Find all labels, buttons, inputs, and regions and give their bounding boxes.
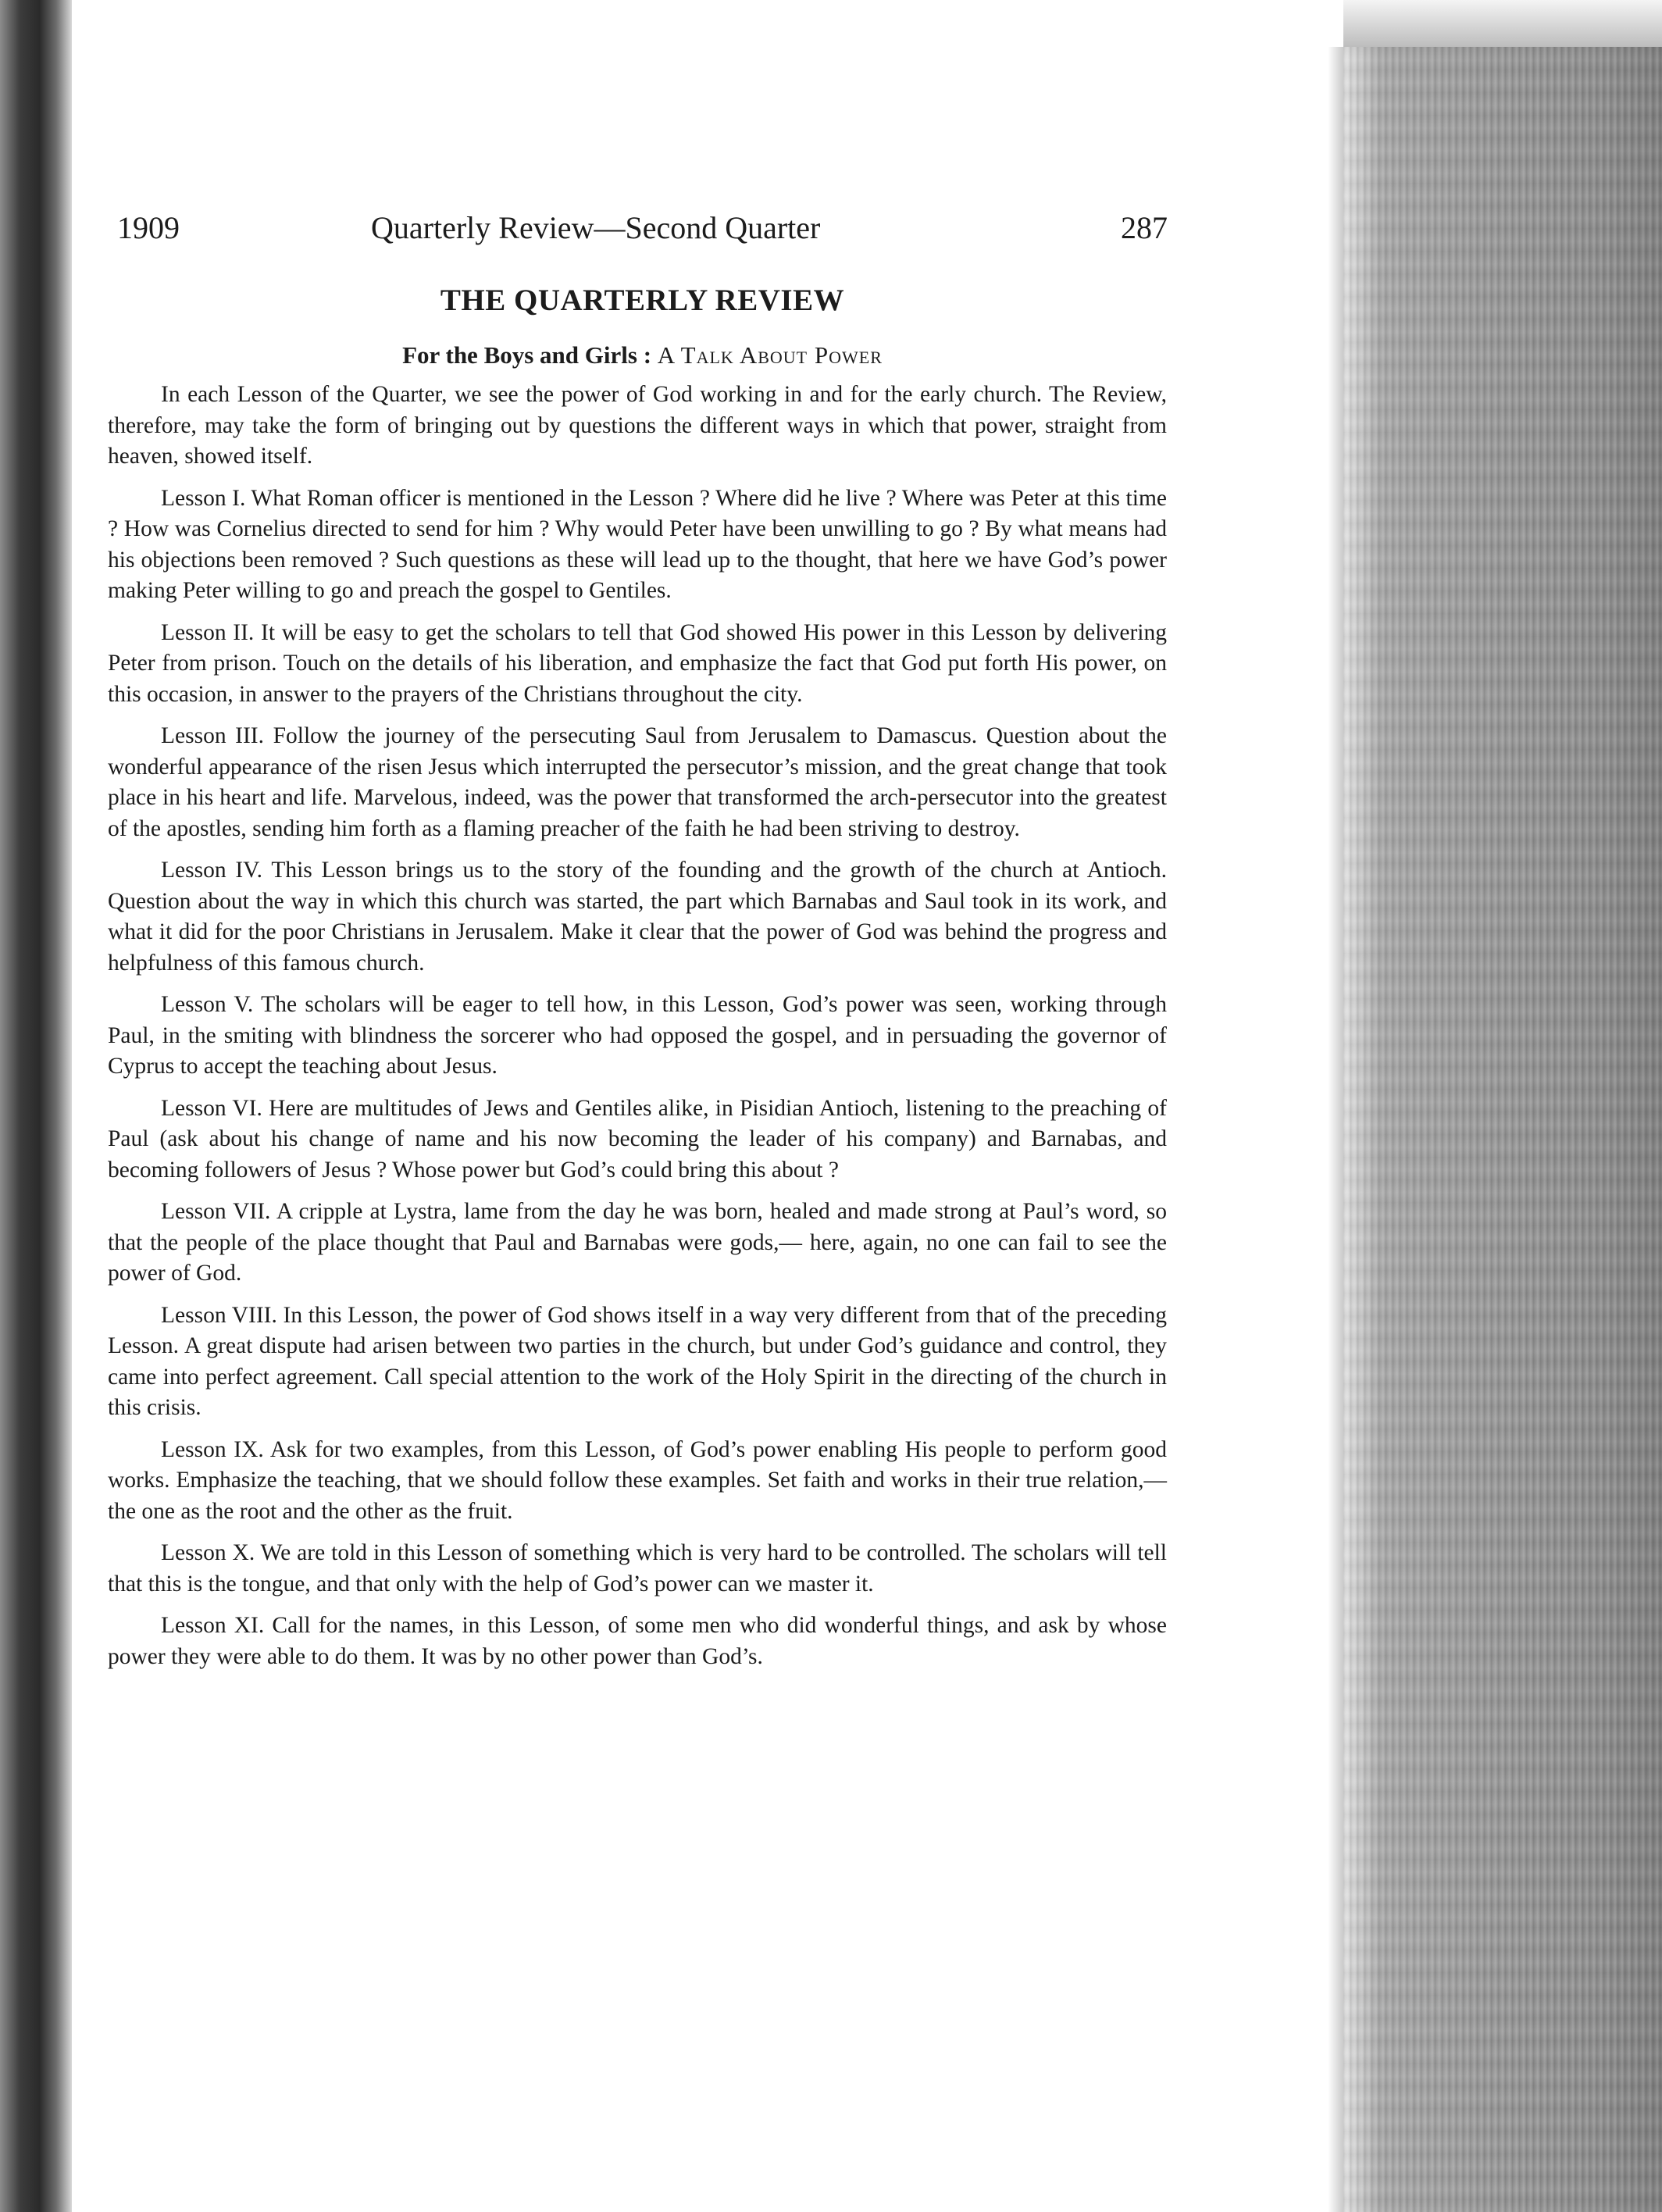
lesson-5-paragraph: Lesson V. The scholars will be eager to tell how, in this Lesson, God’s power was seen, working through Paul, in the smiting with blindness the sorcerer who had opposed the gospel, and in persuading the governor of Cyprus to accept the teaching about Jesus. [108, 992, 1167, 1079]
page-number: 287 [1121, 210, 1168, 245]
subtitle-topic: A Talk About Power [657, 341, 883, 369]
header-year: 1909 [117, 210, 180, 245]
lesson-8-paragraph: Lesson VIII. In this Lesson, the power of God shows itself in a way very different from that of the preceding Lesson. A great dispute had arisen between two parties in the church, but under God’s guidance and control, they came into perfect agreement. Call special attention to the work of the Holy Spirit in the directing of the church in this crisis. [108, 1302, 1167, 1420]
lesson-2-paragraph: Lesson II. It will be easy to get the scholars to tell that God showed His power in this Lesson by delivering Peter from prison. Touch on the details of his liberation, and emphasize the fact that God put forth His power, on this occasion, in answer to the prayers of the Christians throughout the city. [108, 619, 1167, 707]
lesson-4-paragraph: Lesson IV. This Lesson brings us to the story of the founding and the growth of the church at Antioch. Question about the way in which this church was started, the part which Barnabas and Saul took in its work, and what it did for the poor Christians in Jerusalem. Make it clear that the power of God was behind the progress and helpfulness of this famous church. [108, 858, 1167, 976]
article-body [108, 380, 1167, 1683]
article-subtitle [117, 341, 1168, 369]
header-title: Quarterly Review—Second Quarter [371, 210, 821, 245]
lesson-11-paragraph: Lesson XI. Call for the names, in this Lesson, of some men who did wonderful things, and ask by whose power they were able to do them. It was by no other power than God’s. [108, 1613, 1167, 1669]
lesson-7-paragraph: Lesson VII. A cripple at Lystra, lame from the day he was born, healed and made strong at Paul’s word, so that the people of the place thought that Paul and Barnabas were gods,— here, again, no one can fail to see the power of God. [108, 1199, 1167, 1286]
page-stack-edges [1343, 47, 1662, 2212]
lesson-1-paragraph: Lesson I. What Roman officer is mentioned in the Lesson ? Where did he live ? Where was Peter at this time ? How was Cornelius directed to send for him ? Why would Peter have been unwilling to go ? By what means had his objections been removed ? Such questions as these will lead up to the thought, that here we have God’s power making Peter willing to go and preach the gospel to Gentiles. [108, 485, 1167, 603]
article-title: THE QUARTERLY REVIEW [440, 284, 845, 317]
lesson-3-paragraph: Lesson III. Follow the journey of the persecuting Saul from Jerusalem to Damascus. Question about the wonderful appearance of the risen Jesus which interrupted the persecutor’s mission, and the great change that took place in his heart and life. Marvelous, indeed, was the power that transformed the arch-persecutor into the greatest of the apostles, sending him forth as a flaming preacher of the faith he had been striving to destroy. [108, 723, 1167, 841]
subtitle-lead: For the Boys and Girls : [402, 341, 652, 369]
lesson-6-paragraph: Lesson VI. Here are multitudes of Jews and Gentiles alike, in Pisidian Antioch, listening to the preaching of Paul (ask about his change of name and his now becoming the leader of his company) and Barnabas, and becoming followers of Jesus ? Whose power but God’s could bring this about ? [108, 1095, 1167, 1183]
running-header [117, 209, 1168, 256]
book-binding-edge [0, 0, 72, 2212]
page-stack-top [1343, 0, 1662, 47]
intro-paragraph: In each Lesson of the Quarter, we see the power of God working in and for the early church. The Review, therefore, may take the form of bringing out by questions the different ways in which that power, straight from heaven, showed itself. [108, 382, 1167, 469]
lesson-9-paragraph: Lesson IX. Ask for two examples, from this Lesson, of God’s power enabling His people to perform good works. Emphasize the teaching, that we should follow these examples. Set faith and works in their true relation,—the one as the root and the other as the fruit. [108, 1436, 1167, 1524]
lesson-10-paragraph: Lesson X. We are told in this Lesson of something which is very hard to be controlled. The scholars will tell that this is the tongue, and that only with the help of God’s power can we master it. [108, 1540, 1167, 1597]
